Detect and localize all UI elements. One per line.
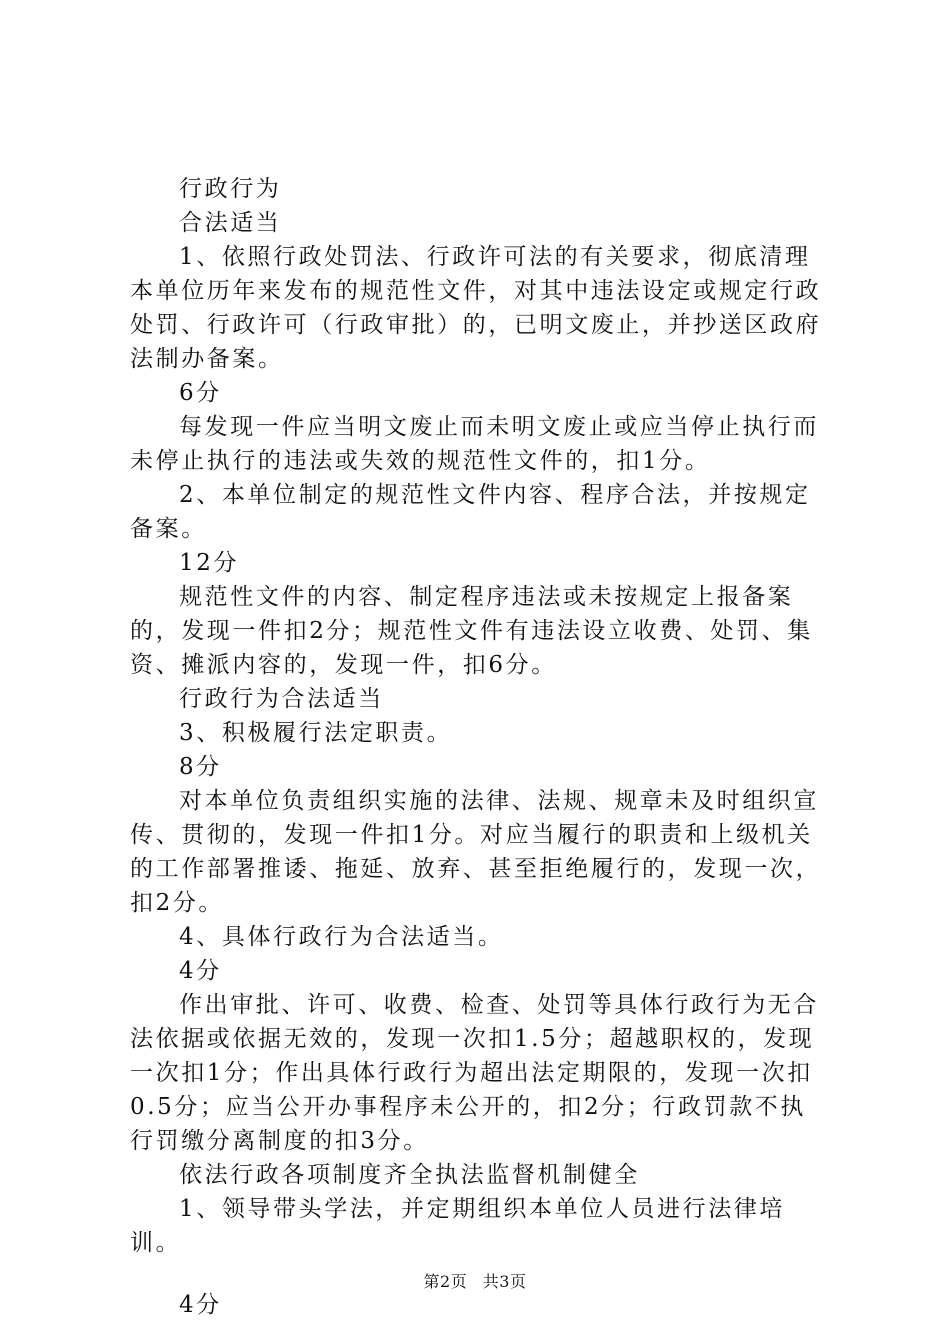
paragraph-deduction-2: 规范性文件的内容、制定程序违法或未按规定上报备案的，发现一件扣2分；规范性文件有违法设立收费、处罚、集资、摊派内容的，发现一件，扣6分。 [130,584,813,678]
paragraph-item-1: 1、依照行政处罚法、行政许可法的有关要求，彻底清理本单位历年来发布的规范性文件，对其中违法设定或规定行政处罚、行政许可（行政审批）的，已明文废止，并抄送区政府法制办备案。 [130,244,822,372]
paragraph-heading-administrative-action: 行政行为 [179,176,282,202]
paragraph-deduction-4: 作出审批、许可、收费、检查、处罚等具体行政行为无合法依据或依据无效的，发现一次扣1.5分；超越职权的，发现一次扣1分；作出具体行政行为超出法定期限的，发现一次扣0.5分；应当公开办事程序未公开的，扣2分；行政罚款不执行罚缴分离制度的扣3分。 [130,992,819,1154]
paragraph-score-12: 12分 [179,550,240,576]
paragraph-score-6: 6分 [179,380,222,406]
paragraph-item-2: 2、本单位制定的规范性文件内容、程序合法，并按规定备案。 [130,482,811,542]
page-total: 共3页 [482,1272,527,1291]
document-body [130,172,830,1322]
paragraph-heading-lawful-action: 行政行为合法适当 [179,686,384,712]
paragraph-heading-lawful-appropriate: 合法适当 [179,210,282,236]
paragraph-deduction-1: 每发现一件应当明文废止而未明文废止或应当停止执行而未停止执行的违法或失效的规范性文件的，扣1分。 [130,414,819,474]
paragraph-item-3: 3、积极履行法定职责。 [179,720,453,746]
paragraph-score-4: 4分 [179,958,222,984]
paragraph-deduction-3: 对本单位负责组织实施的法律、法规、规章未及时组织宣传、贯彻的，发现一件扣1分。对应当履行的职责和上级机关的工作部署推诿、拖延、放弃、甚至拒绝履行的，发现一次，扣2分。 [130,788,822,916]
page-number: 第2页 [423,1272,468,1291]
paragraph-score-4-final: 4分 [179,1292,222,1318]
paragraph-item-4: 4、具体行政行为合法适当。 [179,924,504,950]
page-footer [0,1272,950,1292]
paragraph-score-8: 8分 [179,754,222,780]
paragraph-item-1-leadership: 1、领导带头学法，并定期组织本单位人员进行法律培训。 [130,1196,786,1256]
paragraph-heading-systems-complete: 依法行政各项制度齐全执法监督机制健全 [179,1162,640,1188]
